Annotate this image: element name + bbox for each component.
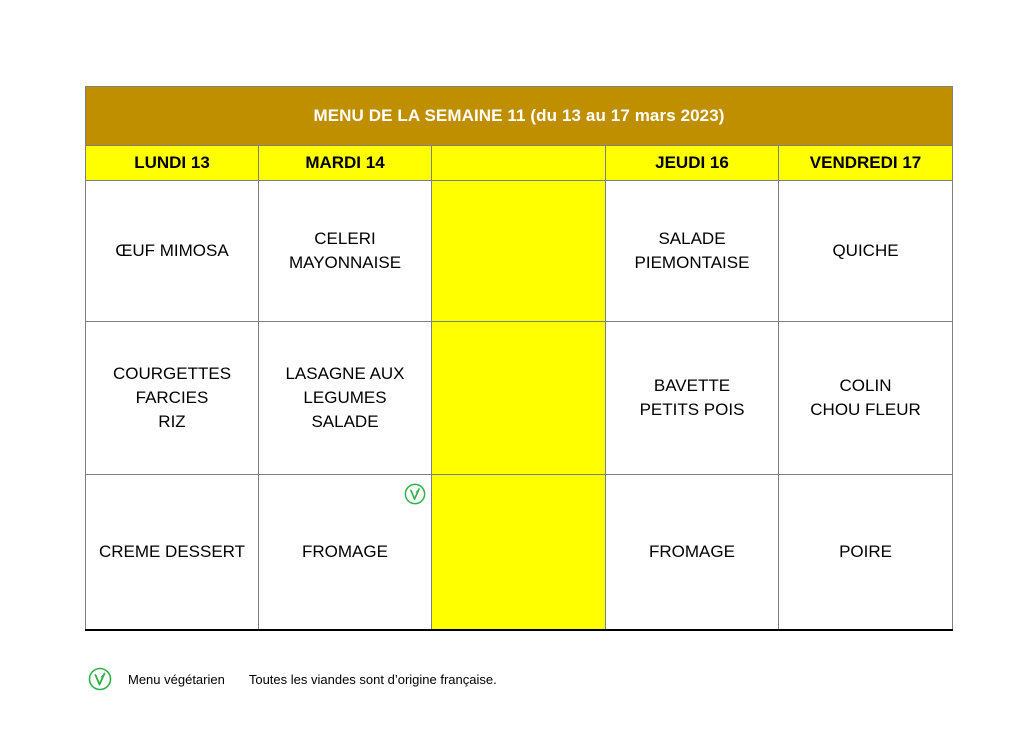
weekly-menu-table xyxy=(85,86,953,631)
menu-row-starter xyxy=(86,181,953,322)
vegetarian-icon xyxy=(88,667,112,691)
menu-row-main xyxy=(86,322,953,475)
menu-cell: COURGETTES FARCIES RIZ xyxy=(86,322,259,475)
menu-cell: ŒUF MIMOSA xyxy=(86,181,259,322)
menu-cell: FROMAGE xyxy=(606,475,779,631)
menu-cell-closed xyxy=(432,475,606,631)
legend-vegetarian-label: Menu végétarien xyxy=(128,671,225,687)
day-header-tuesday: MARDI 14 xyxy=(259,146,432,181)
legend xyxy=(88,667,497,691)
menu-row-dessert xyxy=(86,475,953,631)
menu-cell: COLIN CHOU FLEUR xyxy=(779,322,953,475)
day-header-wednesday xyxy=(432,146,606,181)
legend-origin-note: Toutes les viandes sont d’origine française. xyxy=(248,671,497,687)
menu-title: MENU DE LA SEMAINE 11 (du 13 au 17 mars 2023) xyxy=(86,87,953,146)
menu-cell-closed xyxy=(432,181,606,322)
menu-cell: FROMAGE xyxy=(259,475,432,631)
menu-cell-closed xyxy=(432,322,606,475)
menu-cell: SALADE PIEMONTAISE xyxy=(606,181,779,322)
day-header-friday: VENDREDI 17 xyxy=(779,146,953,181)
menu-cell: CREME DESSERT xyxy=(86,475,259,631)
day-header-thursday: JEUDI 16 xyxy=(606,146,779,181)
menu-cell: POIRE xyxy=(779,475,953,631)
day-header-monday: LUNDI 13 xyxy=(86,146,259,181)
menu-cell: LASAGNE AUX LEGUMES SALADE xyxy=(259,322,432,475)
menu-cell: CELERI MAYONNAISE xyxy=(259,181,432,322)
menu-cell: QUICHE xyxy=(779,181,953,322)
vegetarian-icon xyxy=(404,483,426,505)
menu-cell: BAVETTE PETITS POIS xyxy=(606,322,779,475)
